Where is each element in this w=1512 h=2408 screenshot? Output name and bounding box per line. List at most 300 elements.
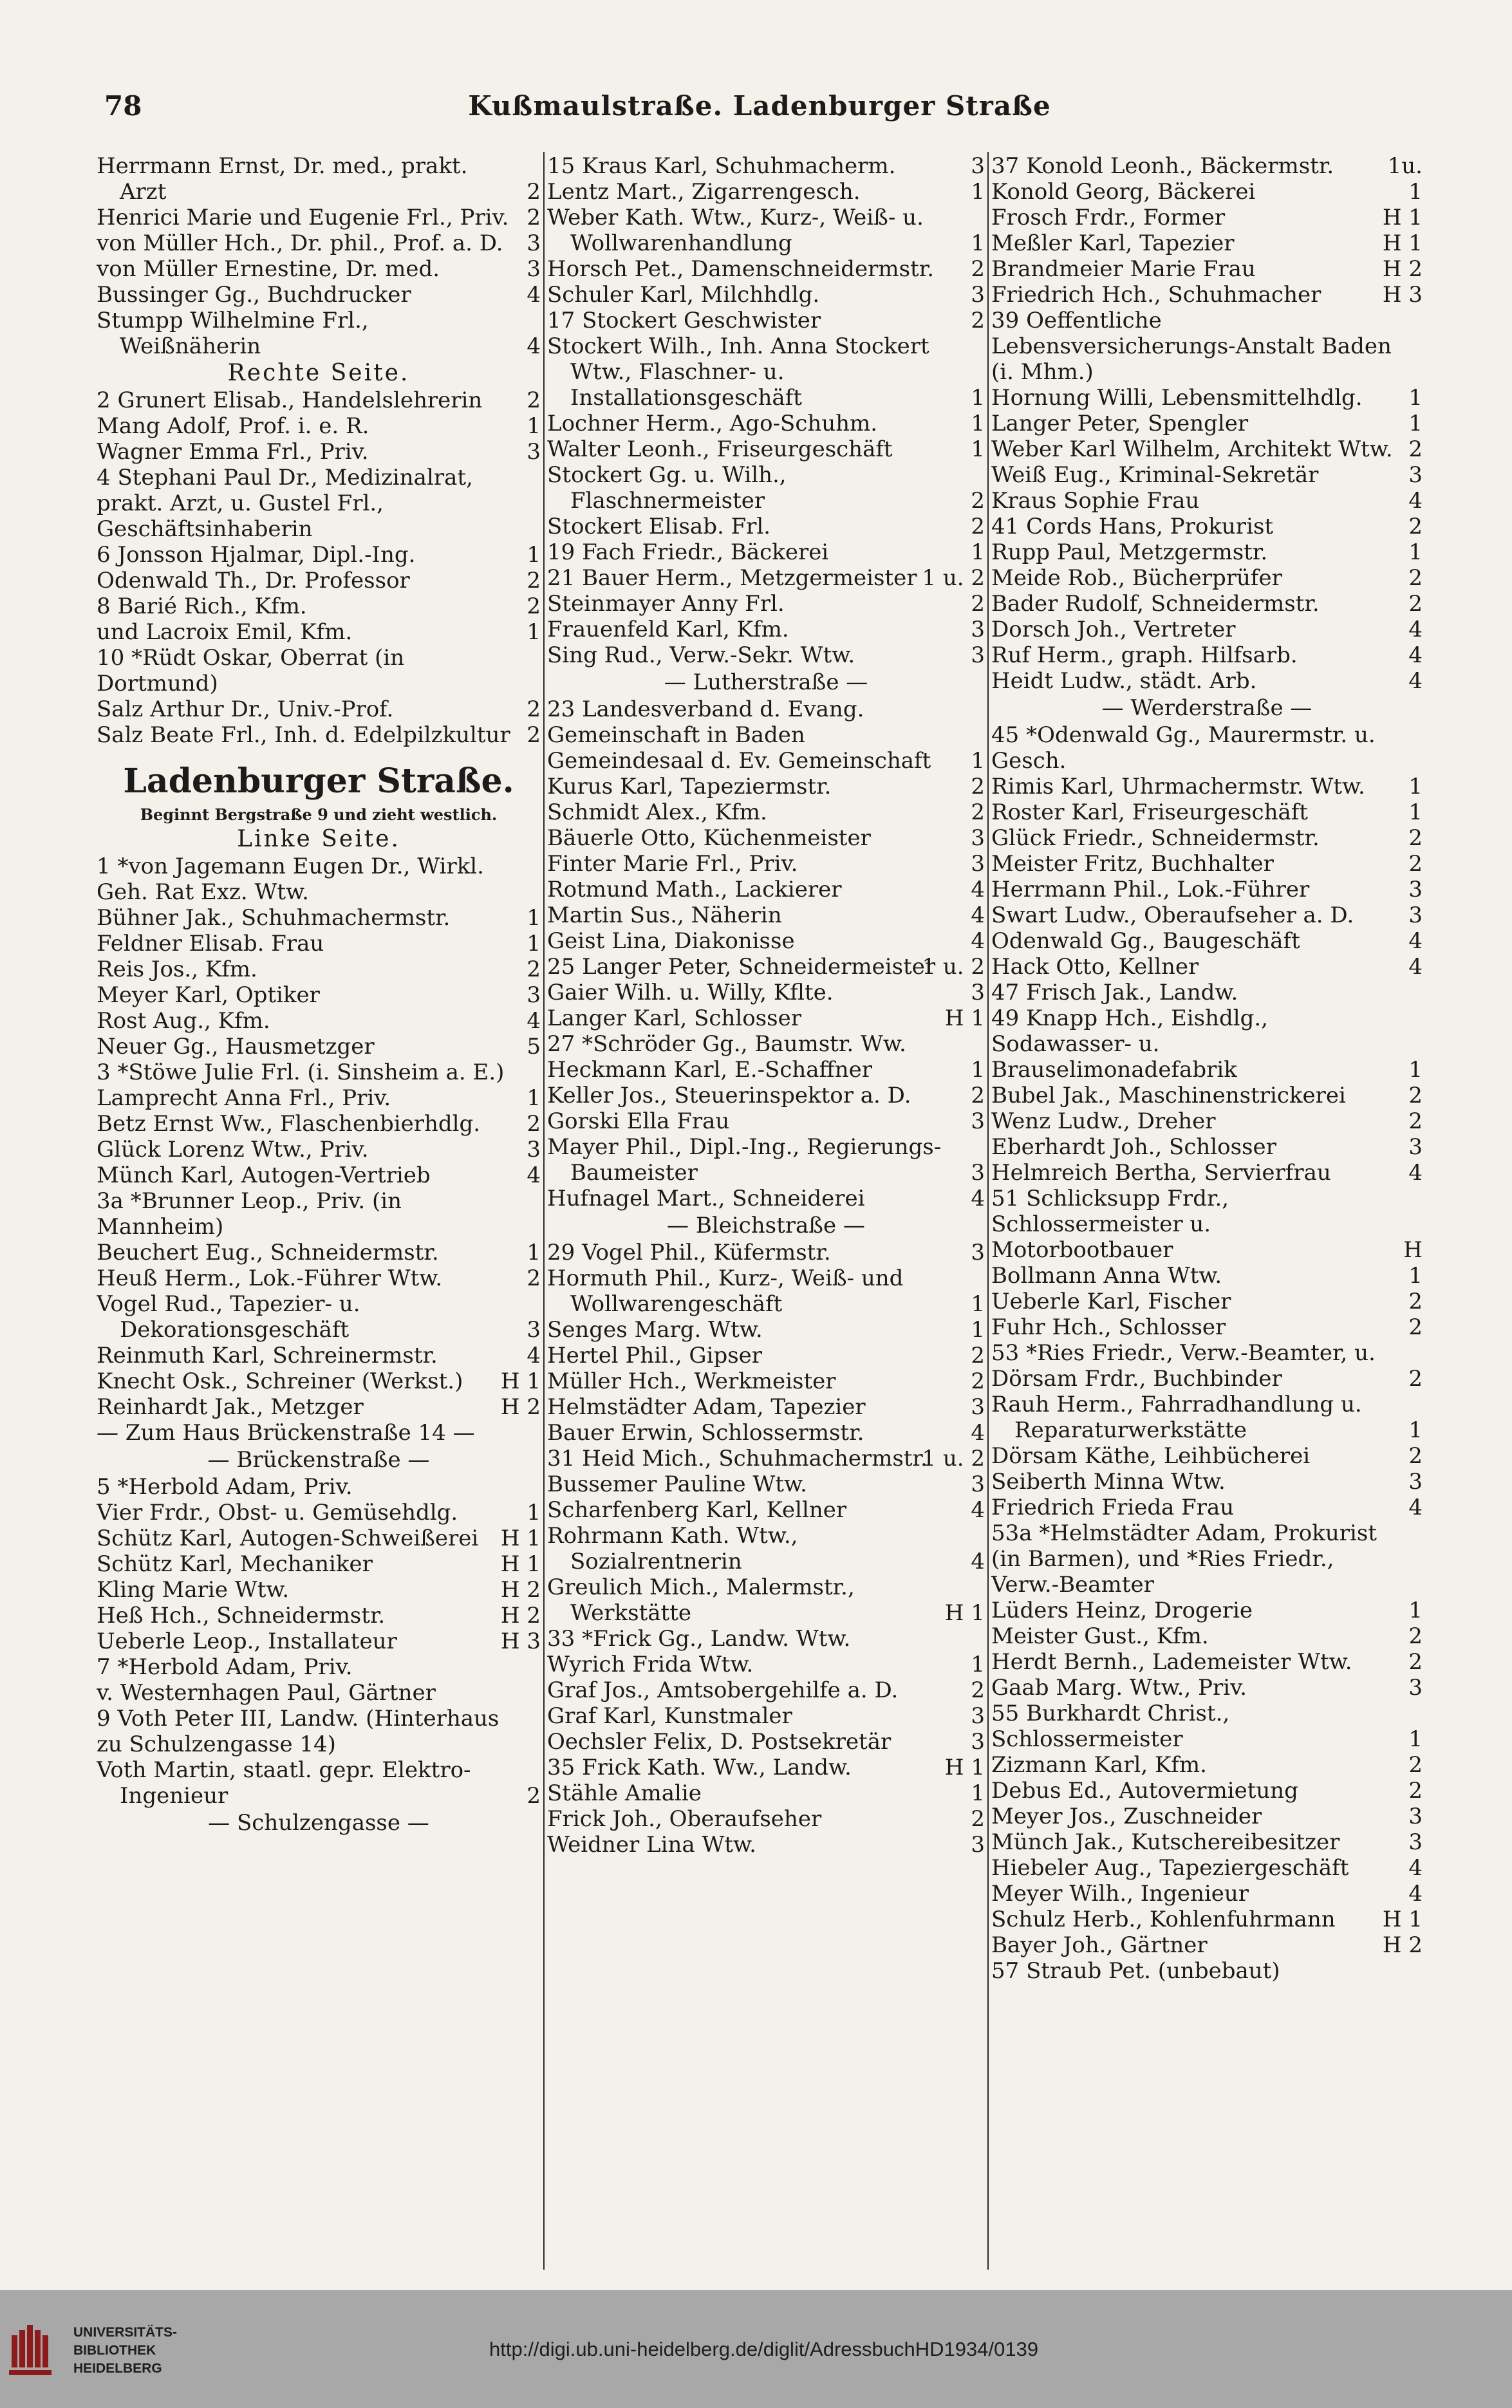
resident-text: Schulz Herb., Kohlenfuhrmann	[991, 1907, 1336, 1932]
resident-entry	[991, 617, 1423, 642]
floor-number: 4	[971, 1186, 985, 1211]
resident-text: Hufnagel Mart., Schneiderei	[547, 1186, 865, 1211]
resident-text: 53 *Ries Friedr., Verw.-Beamter, u. Dörsam Frdr., Buchbinder	[991, 1340, 1376, 1392]
resident-entry	[991, 902, 1423, 928]
resident-entry	[97, 1420, 541, 1446]
resident-entry	[547, 1265, 985, 1317]
resident-entry	[97, 1188, 541, 1240]
address-book-page	[97, 90, 1423, 1984]
resident-entry	[991, 1495, 1423, 1520]
floor-number: 1	[971, 1057, 985, 1083]
resident-text: und Lacroix Emil, Kfm.	[97, 619, 353, 645]
street-heading: Ladenburger Straße.	[123, 761, 514, 801]
cross-street-separator: — Schulzengasse —	[208, 1810, 429, 1836]
resident-text: Horsch Pet., Damenschneidermstr.	[547, 256, 935, 282]
floor-number: H 3	[1382, 282, 1423, 308]
resident-entry	[547, 153, 985, 179]
resident-text: Stumpp Wilhelmine Frl., Weißnäherin	[97, 308, 369, 359]
resident-text: Meide Rob., Bücherprüfer	[991, 565, 1282, 591]
resident-entry	[547, 462, 985, 514]
resident-text: Glück Lorenz Wtw., Priv.	[97, 1137, 369, 1162]
resident-entry	[991, 385, 1423, 411]
floor-number: 2	[971, 799, 985, 825]
source-url-link[interactable]: http://digi.ub.uni-heidelberg.de/diglit/AdressbuchHD1934/0139	[489, 2338, 1039, 2360]
floor-number: 3	[971, 825, 985, 851]
floor-number: 3	[971, 1108, 985, 1134]
resident-text: Meyer Karl, Optiker	[97, 982, 320, 1008]
resident-entry	[97, 1551, 541, 1577]
resident-text: Lamprecht Anna Frl., Priv.	[97, 1085, 391, 1111]
floor-number: 1	[971, 436, 985, 462]
floor-number: 3	[971, 1729, 985, 1755]
resident-text: 23 Landesverband d. Evang. Gemeinschaft in Baden	[547, 696, 864, 748]
resident-entry	[547, 205, 985, 256]
resident-text: Bubel Jak., Maschinenstrickerei	[991, 1083, 1346, 1108]
resident-text: Kling Marie Wtw.	[97, 1577, 290, 1603]
resident-entry	[991, 877, 1423, 902]
resident-entry	[991, 851, 1423, 877]
resident-text: Mayer Phil., Dipl.-Ing., Regierungs-Baumeister	[547, 1134, 942, 1186]
resident-text: Odenwald Th., Dr. Professor	[97, 568, 410, 593]
resident-text: Konold Georg, Bäckerei	[991, 179, 1256, 205]
resident-entry	[547, 774, 985, 799]
resident-entry	[991, 1649, 1423, 1675]
floor-number: 4	[527, 333, 541, 359]
resident-text: 19 Fach Friedr., Bäckerei	[547, 539, 829, 565]
floor-number: 3	[971, 1703, 985, 1729]
resident-text: 55 Burkhardt Christ., Schlossermeister	[991, 1701, 1230, 1752]
resident-text: 17 Stockert Geschwister	[547, 308, 821, 333]
floor-number: H 1	[944, 1005, 985, 1031]
floor-number: 2	[527, 696, 541, 722]
resident-text: Weiß Eug., Kriminal-Sekretär	[991, 462, 1319, 488]
floor-number: 1u.	[1387, 153, 1423, 179]
resident-text: Meßler Karl, Tapezier	[991, 230, 1235, 256]
resident-entry	[97, 1500, 541, 1526]
floor-number: 4	[1408, 1495, 1423, 1520]
resident-entry	[97, 282, 541, 308]
floor-number: 1	[971, 1317, 985, 1343]
resident-text: Bauer Erwin, Schlossermstr.	[547, 1420, 864, 1446]
column-middle	[547, 153, 985, 2271]
cross-street-separator: — Lutherstraße —	[664, 669, 868, 695]
resident-text: Rotmund Math., Lackierer	[547, 877, 842, 902]
resident-entry	[991, 1598, 1423, 1623]
resident-entry	[991, 642, 1423, 668]
resident-text: 41 Cords Hans, Prokurist	[991, 514, 1274, 539]
resident-entry	[547, 1832, 985, 1858]
resident-text: Bussemer Pauline Wtw.	[547, 1471, 807, 1497]
resident-text: Bäuerle Otto, Küchenmeister	[547, 825, 871, 851]
floor-number: 1	[971, 385, 985, 411]
resident-entry	[97, 568, 541, 593]
resident-entry	[97, 1343, 541, 1368]
resident-entry	[991, 282, 1423, 308]
resident-entry	[991, 1392, 1423, 1443]
resident-text: Schütz Karl, Mechaniker	[97, 1551, 373, 1577]
cross-street-separator: — Werderstraße —	[1101, 695, 1312, 721]
floor-number: 1	[1408, 539, 1423, 565]
resident-entry	[547, 696, 985, 748]
floor-number: 1	[527, 619, 541, 645]
resident-text: Wenz Ludw., Dreher	[991, 1108, 1216, 1134]
floor-number: 1	[971, 230, 985, 256]
resident-entry	[991, 1804, 1423, 1829]
resident-text: 3a *Brunner Leop., Priv. (in Mannheim)	[97, 1188, 402, 1240]
resident-entry	[547, 928, 985, 954]
resident-text: 2 Grunert Elisab., Handelslehrerin	[97, 387, 483, 413]
resident-text: Rohrmann Kath. Wtw., Sozialrentnerin	[547, 1523, 798, 1574]
floor-number: 3	[527, 1137, 541, 1162]
floor-number: 2	[971, 256, 985, 282]
resident-entry	[97, 439, 541, 465]
resident-entry	[97, 1680, 541, 1706]
resident-entry	[547, 436, 985, 462]
floor-number: 5	[527, 1034, 541, 1059]
resident-entry	[547, 1186, 985, 1211]
resident-entry	[991, 1340, 1423, 1392]
resident-entry	[991, 1520, 1423, 1598]
resident-entry	[97, 854, 541, 905]
resident-text: Hack Otto, Kellner	[991, 954, 1199, 980]
resident-text: Graf Karl, Kunstmaler	[547, 1703, 792, 1729]
resident-text: Debus Ed., Autovermietung	[991, 1778, 1298, 1804]
resident-entry	[97, 1706, 541, 1757]
resident-entry	[547, 1446, 985, 1471]
resident-text: 27 *Schröder Gg., Baumstr. Ww.	[547, 1031, 906, 1057]
resident-entry	[991, 1108, 1423, 1134]
resident-text: Hertel Phil., Gipser	[547, 1343, 763, 1368]
resident-text: Bussinger Gg., Buchdrucker	[97, 282, 411, 308]
resident-text: Hiebeler Aug., Tapeziergeschäft	[991, 1855, 1349, 1881]
resident-text: 7 *Herbold Adam, Priv.	[97, 1654, 353, 1680]
resident-text: Reinmuth Karl, Schreinermstr.	[97, 1343, 438, 1368]
resident-entry	[991, 205, 1423, 230]
resident-entry	[547, 980, 985, 1005]
page-title: Kußmaulstraße. Ladenburger Straße	[468, 90, 1051, 122]
resident-text: Oechsler Felix, D. Postsekretär	[547, 1729, 891, 1755]
resident-text: 10 *Rüdt Oskar, Oberrat (in Dortmund)	[97, 645, 405, 696]
resident-text: Bühner Jak., Schuhmachermstr.	[97, 905, 451, 931]
resident-entry	[547, 642, 985, 668]
resident-text: Walter Leonh., Friseurgeschäft	[547, 436, 893, 462]
resident-entry	[547, 1806, 985, 1832]
resident-entry	[547, 1729, 985, 1755]
resident-entry	[97, 413, 541, 439]
resident-text: Roster Karl, Friseurgeschäft	[991, 799, 1309, 825]
resident-text: 25 Langer Peter, Schneidermeister	[547, 954, 936, 980]
resident-entry	[547, 1574, 985, 1626]
floor-number: 3	[527, 439, 541, 465]
resident-text: Weber Karl Wilhelm, Architekt Wtw.	[991, 436, 1393, 462]
resident-entry	[547, 799, 985, 825]
resident-entry	[97, 1474, 541, 1500]
resident-text: Glück Friedr., Schneidermstr.	[991, 825, 1320, 851]
floor-number: 1	[527, 542, 541, 568]
floor-number: 3	[1408, 1675, 1423, 1701]
resident-text: Heckmann Karl, E.-Schaffner	[547, 1057, 872, 1083]
floor-number: 2	[971, 514, 985, 539]
resident-text: 1 *von Jagemann Eugen Dr., Wirkl. Geh. Rat Exz. Wtw.	[97, 854, 484, 905]
floor-number: H 2	[1382, 1932, 1423, 1958]
resident-entry	[97, 230, 541, 256]
resident-entry	[97, 387, 541, 413]
resident-entry	[547, 1420, 985, 1446]
resident-entry	[547, 1031, 985, 1057]
resident-text: Zizmann Karl, Kfm.	[991, 1752, 1207, 1778]
resident-entry	[97, 1368, 541, 1394]
resident-entry	[547, 1317, 985, 1343]
resident-text: Vier Frdr., Obst- u. Gemüsehdlg.	[97, 1500, 458, 1526]
resident-text: Helmstädter Adam, Tapezier	[547, 1394, 866, 1420]
resident-entry	[547, 1652, 985, 1677]
floor-number: 2	[527, 179, 541, 205]
resident-entry	[547, 1626, 985, 1652]
cross-street-separator: — Brückenstraße —	[207, 1447, 430, 1473]
floor-number: 2	[1408, 436, 1423, 462]
resident-entry	[97, 593, 541, 619]
resident-text: — Zum Haus Brückenstraße 14 —	[97, 1420, 475, 1446]
resident-entry	[97, 1240, 541, 1265]
resident-entry	[991, 954, 1423, 980]
floor-number: 4	[971, 928, 985, 954]
resident-text: 51 Schlicksupp Frdr., Schlossermeister u. Motorbootbauer	[991, 1186, 1229, 1263]
resident-text: Rimis Karl, Uhrmachermstr. Wtw.	[991, 774, 1365, 799]
resident-entry	[991, 1623, 1423, 1649]
floor-number: 4	[1408, 642, 1423, 668]
resident-entry	[991, 230, 1423, 256]
resident-text: Frosch Frdr., Former	[991, 205, 1226, 230]
floor-number: 3	[971, 851, 985, 877]
floor-number: 3	[971, 1832, 985, 1858]
resident-entry	[991, 179, 1423, 205]
resident-entry	[991, 539, 1423, 565]
resident-text: Odenwald Gg., Baugeschäft	[991, 928, 1300, 954]
resident-text: Martin Sus., Näherin	[547, 902, 782, 928]
resident-text: Keller Jos., Steuerinspektor a. D.	[547, 1083, 911, 1108]
resident-entry	[97, 1654, 541, 1680]
floor-number: 2	[971, 308, 985, 333]
floor-number: 1	[1408, 1057, 1423, 1083]
floor-number: 1	[1408, 1263, 1423, 1289]
resident-text: Weidner Lina Wtw.	[547, 1832, 756, 1858]
resident-text: Dörsam Käthe, Leihbücherei	[991, 1443, 1311, 1469]
resident-text: Herrmann Ernst, Dr. med., prakt. Arzt	[97, 153, 468, 205]
resident-entry	[991, 1186, 1423, 1263]
footer-bar	[0, 2290, 1512, 2408]
resident-text: Eberhardt Joh., Schlosser	[991, 1134, 1276, 1160]
floor-number: 3	[971, 1394, 985, 1420]
resident-entry	[97, 465, 541, 542]
resident-text: Feldner Elisab. Frau	[97, 931, 324, 957]
floor-number: 2	[1408, 851, 1423, 877]
floor-number: 2	[971, 1677, 985, 1703]
floor-number: H 2	[500, 1603, 541, 1629]
resident-entry	[991, 799, 1423, 825]
floor-number: 4	[971, 877, 985, 902]
floor-number: 1	[1408, 1417, 1423, 1443]
floor-number: 4	[1408, 488, 1423, 514]
resident-entry	[97, 1577, 541, 1603]
resident-entry	[991, 256, 1423, 282]
floor-number: 3	[527, 1317, 541, 1343]
floor-number: 2	[527, 957, 541, 982]
floor-number: 3	[971, 642, 985, 668]
resident-text: 49 Knapp Hch., Eishdlg., Sodawasser- u. Brauselimonadefabrik	[991, 1005, 1269, 1083]
resident-text: Schuler Karl, Milchhdlg.	[547, 282, 820, 308]
side-heading: Linke Seite.	[237, 826, 400, 852]
resident-text: Gaier Wilh. u. Willy, Kflte.	[547, 980, 834, 1005]
resident-text: Mang Adolf, Prof. i. e. R.	[97, 413, 369, 439]
floor-number: 1	[971, 411, 985, 436]
resident-entry	[991, 1778, 1423, 1804]
floor-number: H 3	[500, 1629, 541, 1654]
resident-text: 47 Frisch Jak., Landw.	[991, 980, 1238, 1005]
floor-number: 2	[527, 722, 541, 748]
floor-number: 4	[1408, 668, 1423, 694]
resident-entry	[97, 308, 541, 359]
resident-entry	[991, 928, 1423, 954]
resident-entry	[991, 1907, 1423, 1932]
floor-number: 2	[1408, 565, 1423, 591]
resident-entry	[97, 205, 541, 230]
resident-text: Salz Beate Frl., Inh. d. Edelpilzkultur	[97, 722, 510, 748]
resident-entry	[991, 514, 1423, 539]
resident-text: Meyer Wilh., Ingenieur	[991, 1881, 1249, 1907]
library-logo-icon	[9, 2322, 64, 2378]
floor-number: 1	[1408, 411, 1423, 436]
floor-number: 3	[1408, 1469, 1423, 1495]
resident-text: Helmreich Bertha, Servierfrau	[991, 1160, 1331, 1186]
resident-text: Lentz Mart., Zigarrengesch.	[547, 179, 861, 205]
resident-entry	[991, 1134, 1423, 1160]
resident-text: 6 Jonsson Hjalmar, Dipl.-Ing.	[97, 542, 416, 568]
floor-number: H 1	[500, 1526, 541, 1551]
resident-entry	[97, 619, 541, 645]
resident-text: Gemeindesaal d. Ev. Gemeinschaft	[547, 748, 931, 774]
floor-number: H 1	[1382, 230, 1423, 256]
resident-entry	[991, 1752, 1423, 1778]
floor-number: 2	[1408, 825, 1423, 851]
floor-number: 4	[1408, 1855, 1423, 1881]
floor-number: 4	[527, 1343, 541, 1368]
resident-entry	[991, 1855, 1423, 1881]
floor-number: 1	[527, 1500, 541, 1526]
resident-text: Schmidt Alex., Kfm.	[547, 799, 767, 825]
resident-text: Seiberth Minna Wtw.	[991, 1469, 1226, 1495]
resident-text: Voth Martin, staatl. gepr. Elektro-Ingenieur	[97, 1757, 471, 1809]
floor-number: 1	[1408, 385, 1423, 411]
resident-text: Langer Peter, Spengler	[991, 411, 1249, 436]
floor-number: H 1	[1382, 1907, 1423, 1932]
resident-entry	[547, 333, 985, 411]
floor-number: 2	[1408, 1443, 1423, 1469]
floor-number: 3	[971, 1160, 985, 1186]
floor-number: 4	[1408, 954, 1423, 980]
floor-number: 1 u. 2	[922, 565, 985, 591]
floor-number: 4	[1408, 617, 1423, 642]
resident-entry	[547, 1240, 985, 1265]
resident-entry	[991, 488, 1423, 514]
resident-text: Stockert Wilh., Inh. Anna Stockert Wtw., Flaschner- u. Installationsgeschäft	[547, 333, 929, 411]
floor-number: 1	[527, 1240, 541, 1265]
resident-entry	[991, 980, 1423, 1005]
resident-text: Rauh Herm., Fahrradhandlung u. Reparaturwerkstätte	[991, 1392, 1362, 1443]
resident-text: Heuß Herm., Lok.-Führer Wtw.	[97, 1265, 443, 1291]
resident-text: Vogel Rud., Tapezier- u. Dekorationsgeschäft	[97, 1291, 360, 1343]
floor-number: 2	[527, 568, 541, 593]
floor-number: 3	[1408, 1829, 1423, 1855]
resident-entry	[547, 1755, 985, 1780]
floor-number: 1	[971, 748, 985, 774]
floor-number: 1	[971, 1652, 985, 1677]
resident-text: Münch Jak., Kutschereibesitzer	[991, 1829, 1340, 1855]
floor-number: H	[1403, 1237, 1423, 1263]
resident-entry	[991, 1675, 1423, 1701]
resident-text: 15 Kraus Karl, Schuhmacherm.	[547, 153, 896, 179]
resident-text: Friedrich Hch., Schuhmacher	[991, 282, 1321, 308]
resident-text: Salz Arthur Dr., Univ.-Prof.	[97, 696, 394, 722]
resident-text: Betz Ernst Ww., Flaschenbierhdlg.	[97, 1111, 481, 1137]
floor-number: 2	[971, 1806, 985, 1832]
resident-text: 33 *Frick Gg., Landw. Wtw.	[547, 1626, 851, 1652]
resident-text: Herrmann Phil., Lok.-Führer	[991, 877, 1310, 902]
resident-text: Stockert Gg. u. Wilh., Flaschnermeister	[547, 462, 787, 514]
floor-number: 3	[1408, 877, 1423, 902]
resident-text: Ruf Herm., graph. Hilfsarb.	[991, 642, 1298, 668]
resident-text: Bayer Joh., Gärtner	[991, 1932, 1208, 1958]
resident-entry	[991, 1932, 1423, 1958]
resident-entry	[991, 462, 1423, 488]
resident-text: Lochner Herm., Ago-Schuhm.	[547, 411, 878, 436]
resident-text: Heidt Ludw., städt. Arb.	[991, 668, 1257, 694]
resident-text: Wagner Emma Frl., Priv.	[97, 439, 369, 465]
floor-number: 2	[1408, 1752, 1423, 1778]
resident-text: Langer Karl, Schlosser	[547, 1005, 801, 1031]
resident-text: Brandmeier Marie Frau	[991, 256, 1256, 282]
floor-number: 1	[971, 1780, 985, 1806]
floor-number: 4	[1408, 1881, 1423, 1907]
floor-number: 4	[527, 282, 541, 308]
resident-text: 57 Straub Pet. (unbebaut)	[991, 1958, 1280, 1984]
resident-text: Gorski Ella Frau	[547, 1108, 730, 1134]
resident-entry	[97, 1603, 541, 1629]
floor-number: H 1	[500, 1551, 541, 1577]
resident-entry	[991, 722, 1423, 774]
resident-text: Fuhr Hch., Schlosser	[991, 1314, 1226, 1340]
floor-number: 2	[527, 1111, 541, 1137]
side-heading: Rechte Seite.	[227, 360, 410, 386]
resident-entry	[991, 825, 1423, 851]
resident-entry	[991, 1289, 1423, 1314]
resident-text: 21 Bauer Herm., Metzgermeister	[547, 565, 917, 591]
columns-container	[97, 153, 1423, 2271]
resident-entry	[991, 591, 1423, 617]
floor-number: 2	[971, 591, 985, 617]
resident-text: Bader Rudolf, Schneidermstr.	[991, 591, 1320, 617]
floor-number: 2	[527, 387, 541, 413]
resident-entry	[547, 1497, 985, 1523]
resident-text: Weber Kath. Wtw., Kurz-, Weiß- u. Wollwarenhandlung	[547, 205, 924, 256]
resident-entry	[547, 565, 985, 591]
resident-entry	[97, 1059, 541, 1085]
floor-number: 2	[971, 1343, 985, 1368]
resident-text: Hornung Willi, Lebensmittelhdlg.	[991, 385, 1363, 411]
column-right	[991, 153, 1423, 2271]
resident-text: Ueberle Karl, Fischer	[991, 1289, 1231, 1314]
floor-number: 3	[1408, 1804, 1423, 1829]
resident-entry	[97, 1034, 541, 1059]
